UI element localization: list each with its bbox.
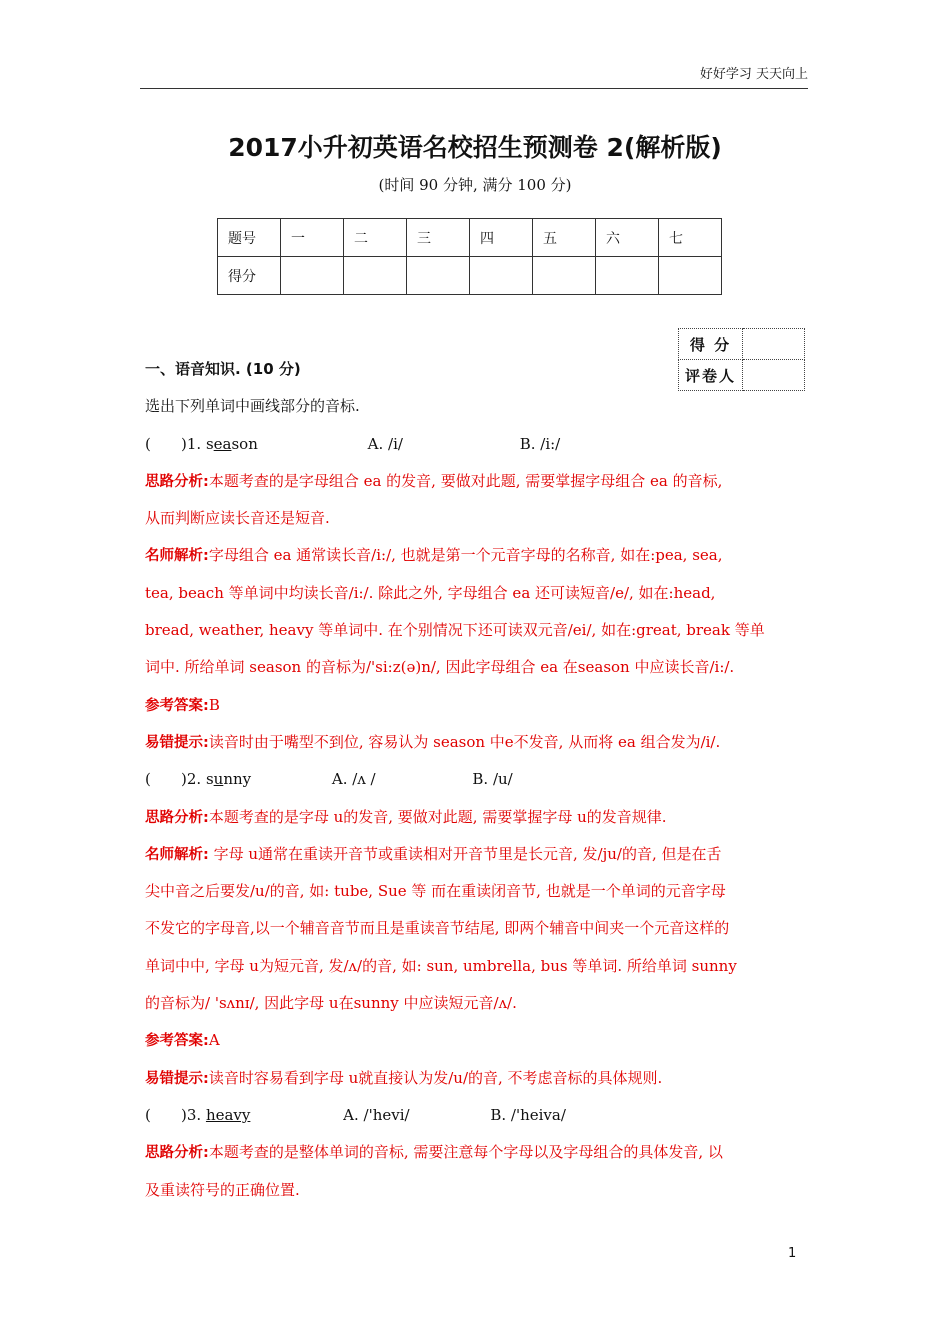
analysis-line [145, 1134, 805, 1171]
tip-line [145, 1060, 805, 1097]
analysis-line [145, 463, 805, 500]
score-cell: 三 [407, 219, 470, 257]
section-heading: 一、语音知识. (10 分) [145, 360, 301, 378]
explain-line [145, 836, 805, 873]
tip-text: 读音时容易看到字母 u就直接认为发/u/的音, 不考虑音标的具体规则. [208, 1068, 663, 1087]
option-b: B. /i:/ [519, 434, 561, 453]
score-table-header-row [218, 219, 722, 257]
score-entry-cell[interactable] [470, 257, 533, 295]
score-cell: 四 [470, 219, 533, 257]
page-title: 2017小升初英语名校招生预测卷 2(解析版) [228, 133, 722, 162]
score-cell: 七 [659, 219, 722, 257]
underlined-letters: ea [213, 434, 232, 453]
header-slogan: 好好学习 天天向上 [699, 67, 808, 82]
score-entry-cell[interactable] [596, 257, 659, 295]
analysis-label: 思路分析: [145, 473, 209, 490]
word-part: son [231, 434, 258, 453]
option-b: B. /'heiva/ [490, 1105, 566, 1124]
explain-line: 的音标为/ 'sʌnɪ/, 因此字母 u在sunny 中应读短元音/ʌ/. [145, 994, 517, 1013]
explain-label: 名师解析: [145, 846, 209, 863]
tip-label: 易错提示: [145, 734, 209, 751]
question-2 [145, 761, 805, 798]
page-header [140, 64, 808, 89]
tip-label: 易错提示: [145, 1070, 209, 1087]
score-entry-cell[interactable] [659, 257, 722, 295]
score-entry-cell[interactable] [344, 257, 407, 295]
word-part: s [205, 770, 214, 789]
score-table [217, 218, 722, 295]
analysis-text: 本题考查的是整体单词的音标, 需要注意每个字母以及字母组合的具体发音, 以 [208, 1143, 723, 1162]
score-table-score-row [218, 257, 722, 295]
answer-value: A [208, 1031, 220, 1050]
score-cell: 五 [533, 219, 596, 257]
explain-line: 单词中中, 字母 u为短元音, 发/ʌ/的音, 如: sun, umbrella, bus 等单词. 所给单词 sunny [145, 956, 737, 975]
answer-line [145, 687, 805, 724]
explain-label: 名师解析: [145, 548, 209, 565]
page-subtitle: (时间 90 分钟, 满分 100 分) [378, 176, 572, 194]
question-3 [145, 1097, 805, 1134]
explain-line [145, 537, 805, 574]
answer-paren: ( [145, 1105, 151, 1124]
underlined-letters: u [213, 770, 224, 789]
question-1 [145, 426, 805, 463]
option-a: A. /i/ [367, 434, 403, 453]
option-a: A. /ʌ / [331, 770, 376, 789]
score-row-label: 得分 [218, 257, 281, 295]
answer-label: 参考答案: [145, 1033, 209, 1050]
analysis-text: 本题考查的是字母 u的发音, 要做对此题, 需要掌握字母 u的发音规律. [208, 807, 667, 826]
analysis-text: 本题考查的是字母组合 ea 的发音, 要做对此题, 需要掌握字母组合 ea 的音标, [208, 471, 723, 490]
score-entry-cell[interactable] [281, 257, 344, 295]
analysis-label: 思路分析: [145, 1145, 209, 1162]
score-entry-cell[interactable] [533, 257, 596, 295]
analysis-line [145, 799, 805, 836]
score-cell: 六 [596, 219, 659, 257]
question-number: )1. [181, 434, 206, 453]
question-number: )3. [181, 1105, 206, 1124]
underlined-letters: heavy [205, 1105, 251, 1124]
explain-line: 尖中音之后要发/u/的音, 如: tube, Sue 等 而在重读闭音节, 也就是一个单词的元音字母 [145, 882, 726, 901]
score-cell: 题号 [218, 219, 281, 257]
option-b: B. /u/ [472, 770, 513, 789]
grade-grader-label: 评卷人 [679, 360, 743, 391]
section-phonetics [145, 351, 805, 1209]
tip-text: 读音时由于嘴型不到位, 容易认为 season 中e不发音, 从而将 ea 组合发为/i/. [208, 732, 721, 751]
explain-line: 不发它的字母音,以一个辅音音节而且是重读音节结尾, 即两个辅音中间夹一个元音这样的 [145, 919, 730, 938]
answer-label: 参考答案: [145, 697, 209, 714]
explain-text: 字母组合 ea 通常读长音/i:/, 也就是第一个元音字母的名称音, 如在:pea, sea, [208, 546, 723, 565]
section-instruction: 选出下列单词中画线部分的音标. [145, 397, 360, 416]
explain-line: tea, beach 等单词中均读长音/i:/. 除此之外, 字母组合 ea 还可读短音/e/, 如在:head, [145, 583, 716, 602]
answer-paren: ( [145, 770, 151, 789]
score-cell: 二 [344, 219, 407, 257]
answer-value: B [208, 695, 220, 714]
analysis-line: 及重读符号的正确位置. [145, 1180, 300, 1199]
score-cell: 一 [281, 219, 344, 257]
word-part: nny [223, 770, 252, 789]
answer-line [145, 1022, 805, 1059]
analysis-label: 思路分析: [145, 809, 209, 826]
explain-text: 字母 u通常在重读开音节或重读相对开音节里是长元音, 发/ju/的音, 但是在舌 [208, 844, 722, 863]
question-number: )2. [181, 770, 206, 789]
tip-line [145, 724, 805, 761]
grade-score-label: 得 分 [679, 329, 743, 360]
score-entry-cell[interactable] [407, 257, 470, 295]
word-part: s [205, 434, 214, 453]
answer-paren: ( [145, 434, 151, 453]
explain-line: 词中. 所给单词 season 的音标为/'si:z(ə)n/, 因此字母组合 ea 在season 中应读长音/i:/. [145, 658, 735, 677]
explain-line: bread, weather, heavy 等单词中. 在个别情况下还可读双元音/ei/, 如在:great, break 等单 [145, 621, 765, 640]
page-number: 1 [788, 1246, 797, 1261]
analysis-line: 从而判断应读长音还是短音. [145, 509, 330, 528]
option-a: A. /'hevi/ [343, 1105, 410, 1124]
